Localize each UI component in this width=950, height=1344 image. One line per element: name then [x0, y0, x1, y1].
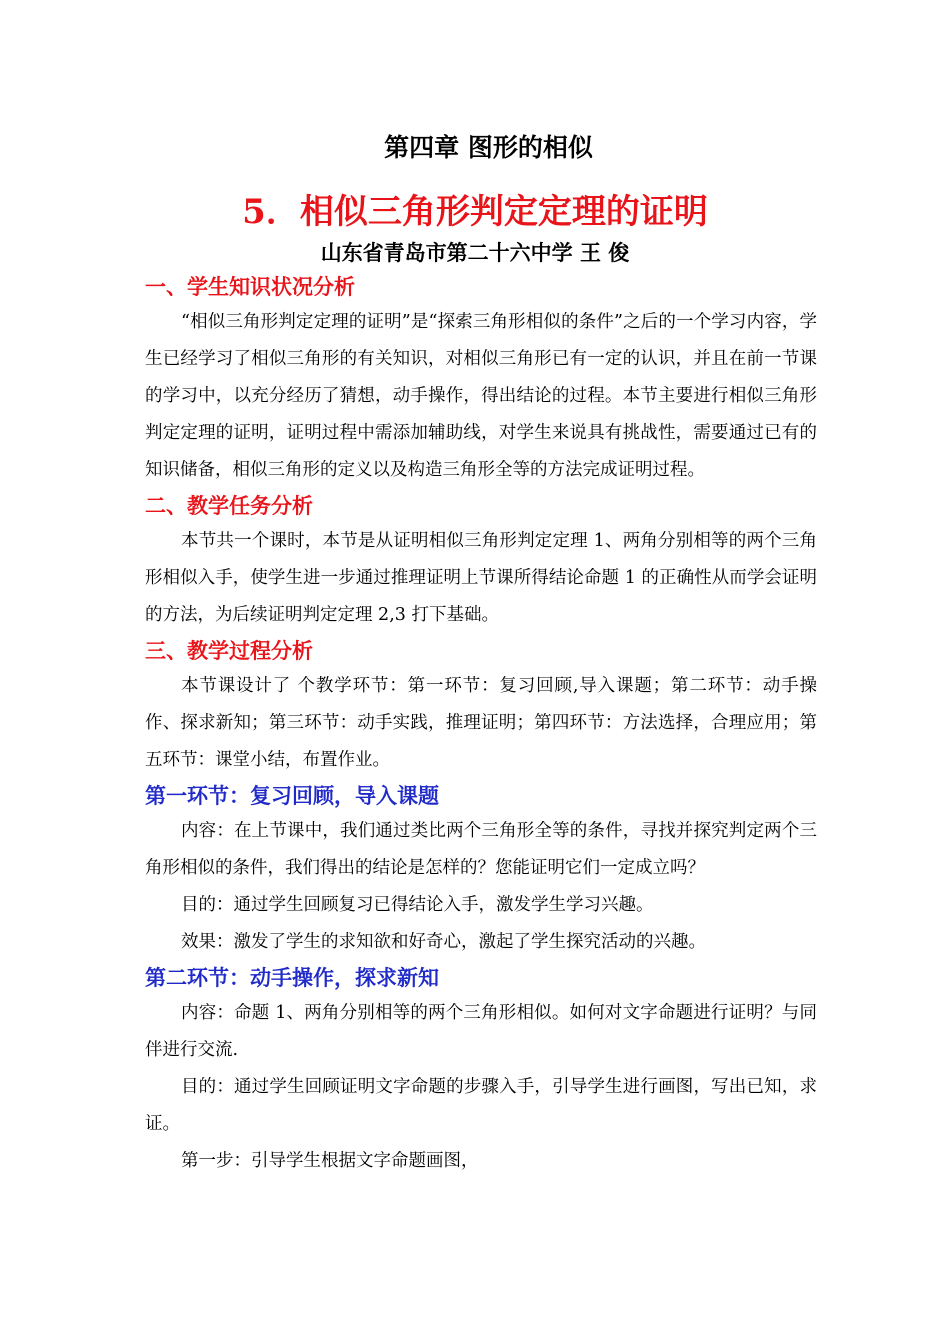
lesson-title: 5．相似三角形判定定理的证明	[242, 192, 708, 232]
paragraph-stage1-purpose: 目的：通过学生回顾复习已得结论入手，激发学生学习兴趣。	[181, 895, 654, 915]
section-heading-student-analysis: 一、学生知识状况分析	[145, 274, 355, 299]
section-heading-process-analysis: 三、教学过程分析	[145, 638, 313, 663]
paragraph-task-analysis: 本节共一个课时，本节是从证明相似三角形判定定理 1、两角分别相等的两个三角形相似入手，使学生进一步通过推理证明上节课所得结论命题 1 的正确性从而学会证明的方法，为后续证明判定定理 2,3 打下基础。	[145, 531, 817, 625]
paragraph-stage2-purpose: 目的：通过学生回顾证明文字命题的步骤入手，引导学生进行画图，写出已知，求证。	[145, 1077, 817, 1134]
author-line: 山东省青岛市第二十六中学 王 俊	[320, 240, 630, 265]
paragraph-process-analysis: 本节课设计了 个教学环节：第一环节：复习回顾,导入课题；第二环节：动手操作、探求新知；第三环节：动手实践，推理证明；第四环节：方法选择，合理应用；第五环节：课堂小结，布置作业。	[145, 676, 817, 770]
paragraph-stage2-step1: 第一步：引导学生根据文字命题画图，	[181, 1151, 479, 1171]
paragraph-student-analysis: “相似三角形判定定理的证明”是“探索三角形相似的条件”之后的一个学习内容，学生已经学习了相似三角形的有关知识，对相似三角形已有一定的认识，并且在前一节课的学习中，以充分经历了猜想，动手操作，得出结论的过程。本节主要进行相似三角形判定定理的证明，证明过程中需添加辅助线，对学生来说具有挑战性，需要通过已有的知识储备，相似三角形的定义以及构造三角形全等的方法完成证明过程。	[145, 312, 817, 480]
document-page	[145, 128, 817, 1180]
paragraph-stage1-content: 内容：在上节课中，我们通过类比两个三角形全等的条件，寻找并探究判定两个三角形相似的条件，我们得出的结论是怎样的？您能证明它们一定成立吗？	[145, 821, 817, 878]
paragraph-stage1-effect: 效果：激发了学生的求知欲和好奇心，激起了学生探究活动的兴趣。	[181, 932, 706, 952]
section-heading-task-analysis: 二、教学任务分析	[145, 493, 313, 518]
stage-heading-review: 第一环节：复习回顾，导入课题	[145, 783, 439, 808]
stage-heading-explore: 第二环节：动手操作，探求新知	[145, 965, 439, 990]
chapter-heading: 第四章 图形的相似	[384, 133, 593, 162]
paragraph-stage2-content: 内容：命题 1、两角分别相等的两个三角形相似。如何对文字命题进行证明？与同伴进行交流.	[145, 1003, 817, 1060]
